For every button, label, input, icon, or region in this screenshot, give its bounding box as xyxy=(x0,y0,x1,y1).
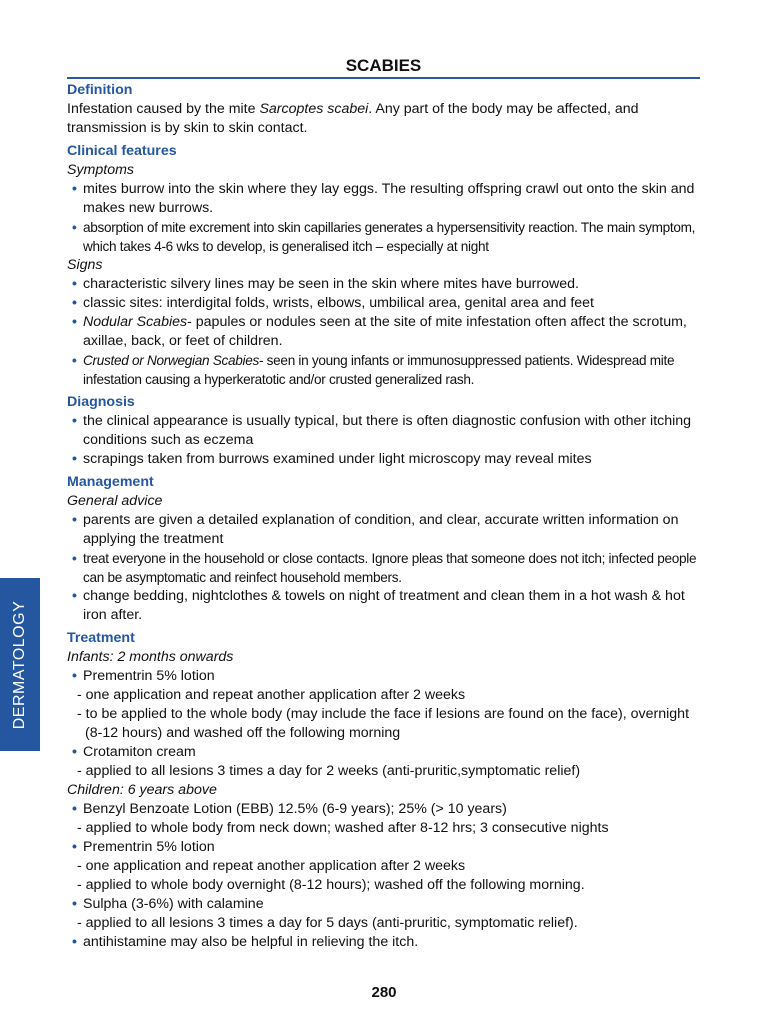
infants-label: Infants: 2 months onwards xyxy=(67,649,234,665)
advice-text: treat everyone in the household or close contacts. Ignore pleas that someone does not itch; infected people can be asymptomatic and reinfect household members. xyxy=(83,551,697,585)
advice-text: change bedding, nightclothes & towels on night of treatment and clean them in a hot wash & hot iron after. xyxy=(83,588,685,623)
list-item xyxy=(67,412,707,450)
definition-text-start: Infestation caused by the mite xyxy=(67,101,260,117)
symptom-text: absorption of mite excrement into skin capillaries generates a hypersensitivity reaction. The main symptom, which takes 4-6 wks to develop, is generalised itch – especially at night xyxy=(83,220,696,254)
sign-term: Nodular Scabies xyxy=(83,314,188,330)
bullet-icon: • xyxy=(72,220,77,235)
bullet-icon: • xyxy=(72,588,77,604)
bullet-icon: • xyxy=(72,512,77,528)
list-item xyxy=(67,743,707,762)
drug-detail: - applied to whole body from neck down; washed after 8-12 hrs; 3 consecutive nights xyxy=(77,820,609,836)
bullet-icon: • xyxy=(72,181,77,197)
drug-detail: - one application and repeat another application after 2 weeks xyxy=(77,858,466,874)
sign-text: - papules or nodules seen at the site of mite infestation often affect the scrotum, axillae, back, or feet of children. xyxy=(83,314,687,349)
diagnosis-text: scrapings taken from burrows examined under light microscopy may reveal mites xyxy=(83,451,592,467)
bullet-icon: • xyxy=(72,276,77,292)
drug-detail: - applied to all lesions 3 times a day for 2 weeks (anti-pruritic,symptomatic relief) xyxy=(77,763,581,779)
drug-detail: - applied to whole body overnight (8-12 hours); washed off the following morning. xyxy=(77,877,585,893)
treatment-heading: Treatment xyxy=(67,630,135,646)
drug-detail: - applied to all lesions 3 times a day for 5 days (anti-pruritic, symptomatic relief). xyxy=(77,915,578,931)
bullet-icon: • xyxy=(72,839,77,855)
management-heading: Management xyxy=(67,474,154,490)
page-number: 280 xyxy=(371,984,397,1001)
bullet-icon: • xyxy=(72,551,77,566)
sign-text: characteristic silvery lines may be seen in the skin where mites have burrowed. xyxy=(83,276,579,292)
final-note: antihistamine may also be helpful in relieving the itch. xyxy=(83,934,419,950)
list-item xyxy=(67,450,707,469)
bullet-icon: • xyxy=(72,451,77,467)
bullet-icon: • xyxy=(72,413,77,429)
symptoms-label: Symptoms xyxy=(67,162,135,178)
definition-heading: Definition xyxy=(67,82,133,98)
bullet-icon: • xyxy=(72,295,77,311)
diagnosis-heading: Diagnosis xyxy=(67,394,135,410)
section-tab-label: DERMATOLOGY xyxy=(11,600,28,729)
clinical-heading: Clinical features xyxy=(67,143,177,159)
list-item xyxy=(67,313,707,351)
drug-detail: - one application and repeat another application after 2 weeks xyxy=(77,687,466,703)
definition-text xyxy=(67,100,707,138)
list-item xyxy=(67,667,707,686)
bullet-icon: • xyxy=(72,314,77,330)
list-item xyxy=(67,294,707,313)
list-item xyxy=(67,895,707,914)
page-title: SCABIES xyxy=(345,56,422,75)
drug-name: Prementrin 5% lotion xyxy=(83,668,215,684)
definition-text-end: . Any part of the body may be affected, and transmission is by skin to skin contact. xyxy=(67,101,639,136)
signs-label: Signs xyxy=(67,257,103,273)
title-rule xyxy=(67,77,700,79)
diagnosis-text: the clinical appearance is usually typical, but there is often diagnostic confusion with other itching conditions such as eczema xyxy=(83,413,692,448)
bullet-icon: • xyxy=(72,896,77,912)
drug-name: Crotamiton cream xyxy=(83,744,196,760)
drug-name: Benzyl Benzoate Lotion (EBB) 12.5% (6-9 years); 25% (> 10 years) xyxy=(83,801,507,817)
sign-text: classic sites: interdigital folds, wrists, elbows, umbilical area, genital area and feet xyxy=(83,295,594,311)
list-item xyxy=(67,800,707,819)
list-item xyxy=(67,838,707,857)
list-item xyxy=(67,351,707,389)
bullet-icon: • xyxy=(72,668,77,684)
symptom-text: mites burrow into the skin where they lay eggs. The resulting offspring crawl out onto the skin and makes new burrows. xyxy=(83,181,695,216)
section-tab xyxy=(0,578,40,751)
mite-species: Sarcoptes scabei xyxy=(259,101,369,117)
bullet-icon: • xyxy=(72,934,77,950)
list-item xyxy=(67,180,707,218)
drug-name: Sulpha (3-6%) with calamine xyxy=(83,896,264,912)
list-item xyxy=(67,933,707,952)
advice-text: parents are given a detailed explanation of condition, and clear, accurate written information on applying the treatment xyxy=(83,512,679,547)
children-label: Children: 6 years above xyxy=(67,782,217,798)
list-item xyxy=(67,587,707,625)
drug-detail: - to be applied to the whole body (may include the face if lesions are found on the face), overnight (8-12 hours) and washed off the following morning xyxy=(77,706,690,741)
list-item xyxy=(67,511,707,549)
drug-name: Prementrin 5% lotion xyxy=(83,839,215,855)
sign-term: Crusted or Norwegian Scabies xyxy=(83,353,259,368)
bullet-icon: • xyxy=(72,801,77,817)
bullet-icon: • xyxy=(72,744,77,760)
list-item xyxy=(67,275,707,294)
sign-text: - seen in young infants or immunosuppressed patients. Widespread mite infestation causing a hyperkeratotic and/or crusted generalized rash. xyxy=(83,353,675,387)
bullet-icon: • xyxy=(72,353,77,368)
list-item xyxy=(67,549,707,587)
document-body xyxy=(67,80,707,952)
list-item xyxy=(67,218,707,256)
general-advice-label: General advice xyxy=(67,493,163,509)
